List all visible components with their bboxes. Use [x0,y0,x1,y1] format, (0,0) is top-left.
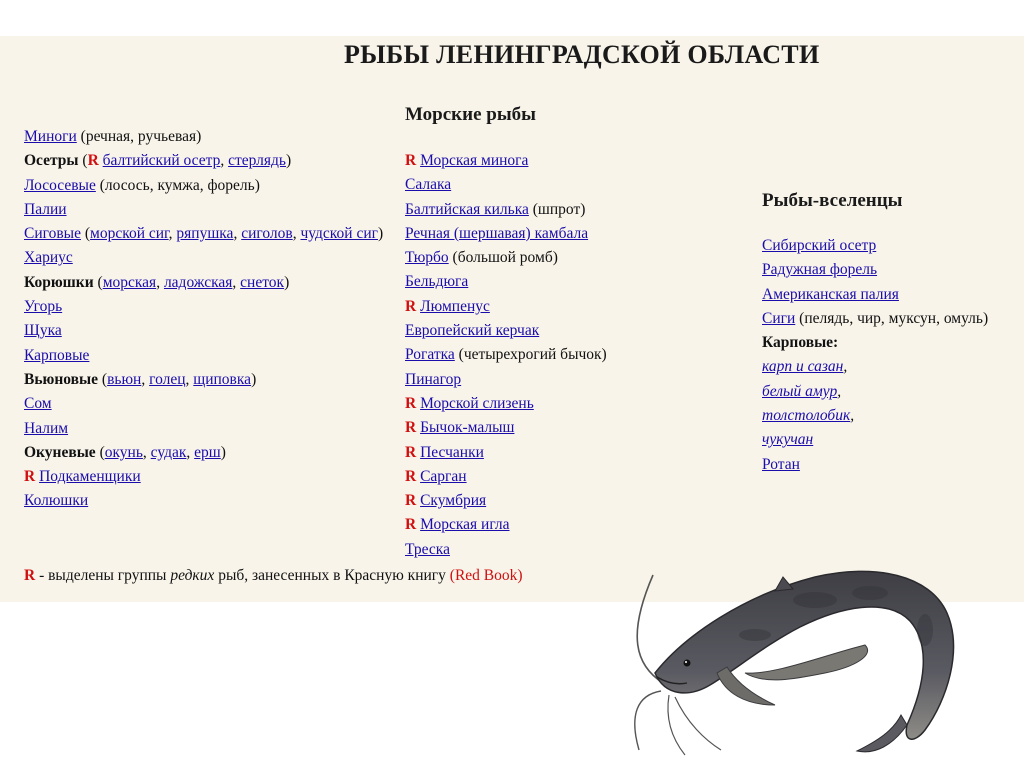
item-note: (лосось, кумжа, форель) [95,176,260,194]
list-item [762,404,1024,428]
fish-link[interactable]: стерлядь [228,152,286,170]
fish-link[interactable]: Речная (шершавая) камбала [405,224,589,242]
fish-link[interactable]: Щука [24,322,62,340]
fish-link[interactable]: чукучан [762,431,814,449]
punct: , [850,407,855,425]
list-item [405,270,745,294]
rare-marker: R [24,567,36,584]
punct: , [156,273,164,291]
invasive-fish-heading: Рыбы-вселенцы [762,190,903,211]
fish-link[interactable]: Угорь [24,298,63,316]
item-note: (большой ромб) [448,249,558,267]
fish-link[interactable]: Скумбрия [420,492,487,510]
fish-link[interactable]: Американская палия [762,285,899,303]
punct: , [186,443,195,461]
list-item [405,368,745,392]
list-item [405,416,745,440]
group-name: Карповые: [762,334,839,352]
punct: ( [95,443,105,461]
list-item [762,355,1024,379]
fish-link[interactable]: ладожская [163,273,233,291]
group-name: Вьюновые [24,370,99,388]
top-strip [0,0,1024,36]
fish-link[interactable]: Европейский керчак [405,322,540,340]
list-item [24,295,392,319]
list-item [762,428,1024,452]
fish-link[interactable]: Пинагор [405,370,462,388]
fish-link[interactable]: Морской слизень [420,394,534,412]
list-item [405,441,745,465]
fish-link[interactable]: ряпушка [176,225,234,243]
list-item [24,149,392,173]
list-item [24,441,392,465]
fish-link[interactable]: Сибирский осетр [762,237,877,254]
punct: ( [93,273,103,291]
item-note: (шпрот) [528,200,586,218]
fish-link[interactable]: Сарган [420,467,467,485]
fish-link[interactable]: Треска [405,540,450,558]
list-item [762,283,1024,307]
list-item [405,343,745,367]
fish-link[interactable]: ерш [194,443,221,461]
list-item [405,513,745,537]
fish-link[interactable]: Балтийская килька [405,200,529,218]
fish-link[interactable]: Морская игла [420,516,510,534]
list-item [405,319,745,343]
punct: , [837,382,842,400]
fish-link[interactable]: Салака [405,176,452,194]
punct: ) [286,152,292,170]
punct: , [141,370,150,388]
list-item [24,271,392,295]
punct: ( [98,370,108,388]
list-item [762,453,1024,477]
list-item [405,198,745,222]
punct: , [233,225,242,243]
fish-link[interactable]: Рогатка [405,346,455,364]
fish-link[interactable]: сиголов [241,225,293,243]
fish-link[interactable]: судак [150,443,187,461]
page-title: РЫБЫ ЛЕНИНГРАДСКОЙ ОБЛАСТИ [344,40,820,69]
fish-link[interactable]: Подкаменщики [39,468,141,486]
item-note: (пелядь, чир, муксун, омуль) [795,309,989,327]
fish-link[interactable]: Радужная форель [762,261,878,279]
fish-link[interactable]: Сом [24,395,52,413]
list-item [24,489,392,513]
group-name: Окуневые [24,443,96,461]
fish-link[interactable]: Ротан [762,455,800,473]
fish-link[interactable]: Тюрбо [405,249,449,267]
rare-marker: R [405,516,417,534]
legend-note [24,567,523,585]
punct: , [142,443,151,461]
item-note: (речная, ручьевая) [76,128,202,145]
fish-link[interactable]: Сиги [762,309,796,327]
fish-link[interactable]: вьюн [107,370,142,388]
fish-link[interactable]: Карповые [24,346,90,364]
list-item [24,417,392,441]
list-item [24,368,392,392]
fish-link[interactable]: белый амур [762,382,838,400]
punct: , [843,358,848,376]
fish-link[interactable]: голец [149,370,186,388]
list-item [24,246,392,270]
list-item [24,174,392,198]
list-item [405,222,745,246]
rare-marker: R [405,394,417,412]
list-item [762,380,1024,404]
fish-link[interactable]: морской сиг [90,225,169,243]
list-item [405,295,745,319]
fish-link[interactable]: окунь [104,443,143,461]
punct: , [168,225,177,243]
group-name: Корюшки [24,273,94,291]
list-item [405,246,745,270]
fish-link[interactable]: Бычок-малыш [420,419,515,437]
rare-marker: R [405,419,417,437]
fish-link[interactable]: Сиговые [24,225,81,243]
punct: , [292,225,301,243]
fish-link[interactable]: Хариус [24,249,73,267]
sea-fish-heading: Морские рыбы [405,104,536,125]
list-item [762,258,1024,282]
fish-link[interactable]: Миноги [24,128,77,145]
fish-link[interactable]: Бельдюга [405,273,469,291]
punct: ) [377,225,384,243]
rare-marker: R [405,492,417,510]
fish-link[interactable]: щиповка [193,370,252,388]
rare-marker: R [405,443,417,461]
list-item [24,392,392,416]
fish-link[interactable]: Налим [24,419,69,437]
fish-link[interactable]: чудской сиг [300,225,378,243]
legend-italic: редких [170,567,215,584]
rare-marker: R [87,152,99,170]
rare-marker: R [405,152,417,169]
legend-text: рыб, занесенных в Красную книгу [214,567,450,584]
punct: , [232,273,241,291]
punct: , [220,152,229,170]
list-item [405,489,745,513]
item-note: (четырехрогий бычок) [454,346,607,364]
list-item [24,125,392,149]
group-name: Осетры [24,152,79,170]
list-item [405,149,745,173]
fish-link[interactable]: снеток [240,273,285,291]
rare-marker: R [24,468,36,486]
list-item [405,392,745,416]
rare-marker: R [405,467,417,485]
punct: ( [78,152,88,170]
fish-link[interactable]: Песчанки [420,443,484,461]
fish-link[interactable]: Палии [24,200,67,218]
punct: ) [251,370,257,388]
list-item [24,222,392,246]
list-item [762,234,1024,258]
list-item [24,344,392,368]
fish-link[interactable]: морская [102,273,157,291]
list-item [405,173,745,197]
rare-marker: R [405,297,417,315]
fish-link[interactable]: Морская минога [420,152,529,169]
catfish-illustration [625,555,970,760]
invasive-fish-list [762,234,1024,477]
list-item [24,198,392,222]
freshwater-list [24,125,392,514]
fish-link[interactable]: Лососевые [24,176,96,194]
fish-link[interactable]: Колюшки [24,492,89,510]
fish-link[interactable]: толстолобик [762,407,851,425]
punct: ( [80,225,91,243]
sea-fish-list [405,149,745,562]
list-item [405,465,745,489]
punct: ) [284,273,290,291]
punct: ) [220,443,226,461]
list-item [24,465,392,489]
fish-link[interactable]: карп и сазан [762,358,844,376]
legend-text: - выделены группы [35,567,171,584]
fish-link[interactable]: балтийский осетр [102,152,221,170]
fish-link[interactable]: Люмпенус [420,297,490,315]
punct: , [185,370,194,388]
list-item [762,307,1024,331]
list-item [24,319,392,343]
red-book-label: (Red Book) [449,567,523,584]
